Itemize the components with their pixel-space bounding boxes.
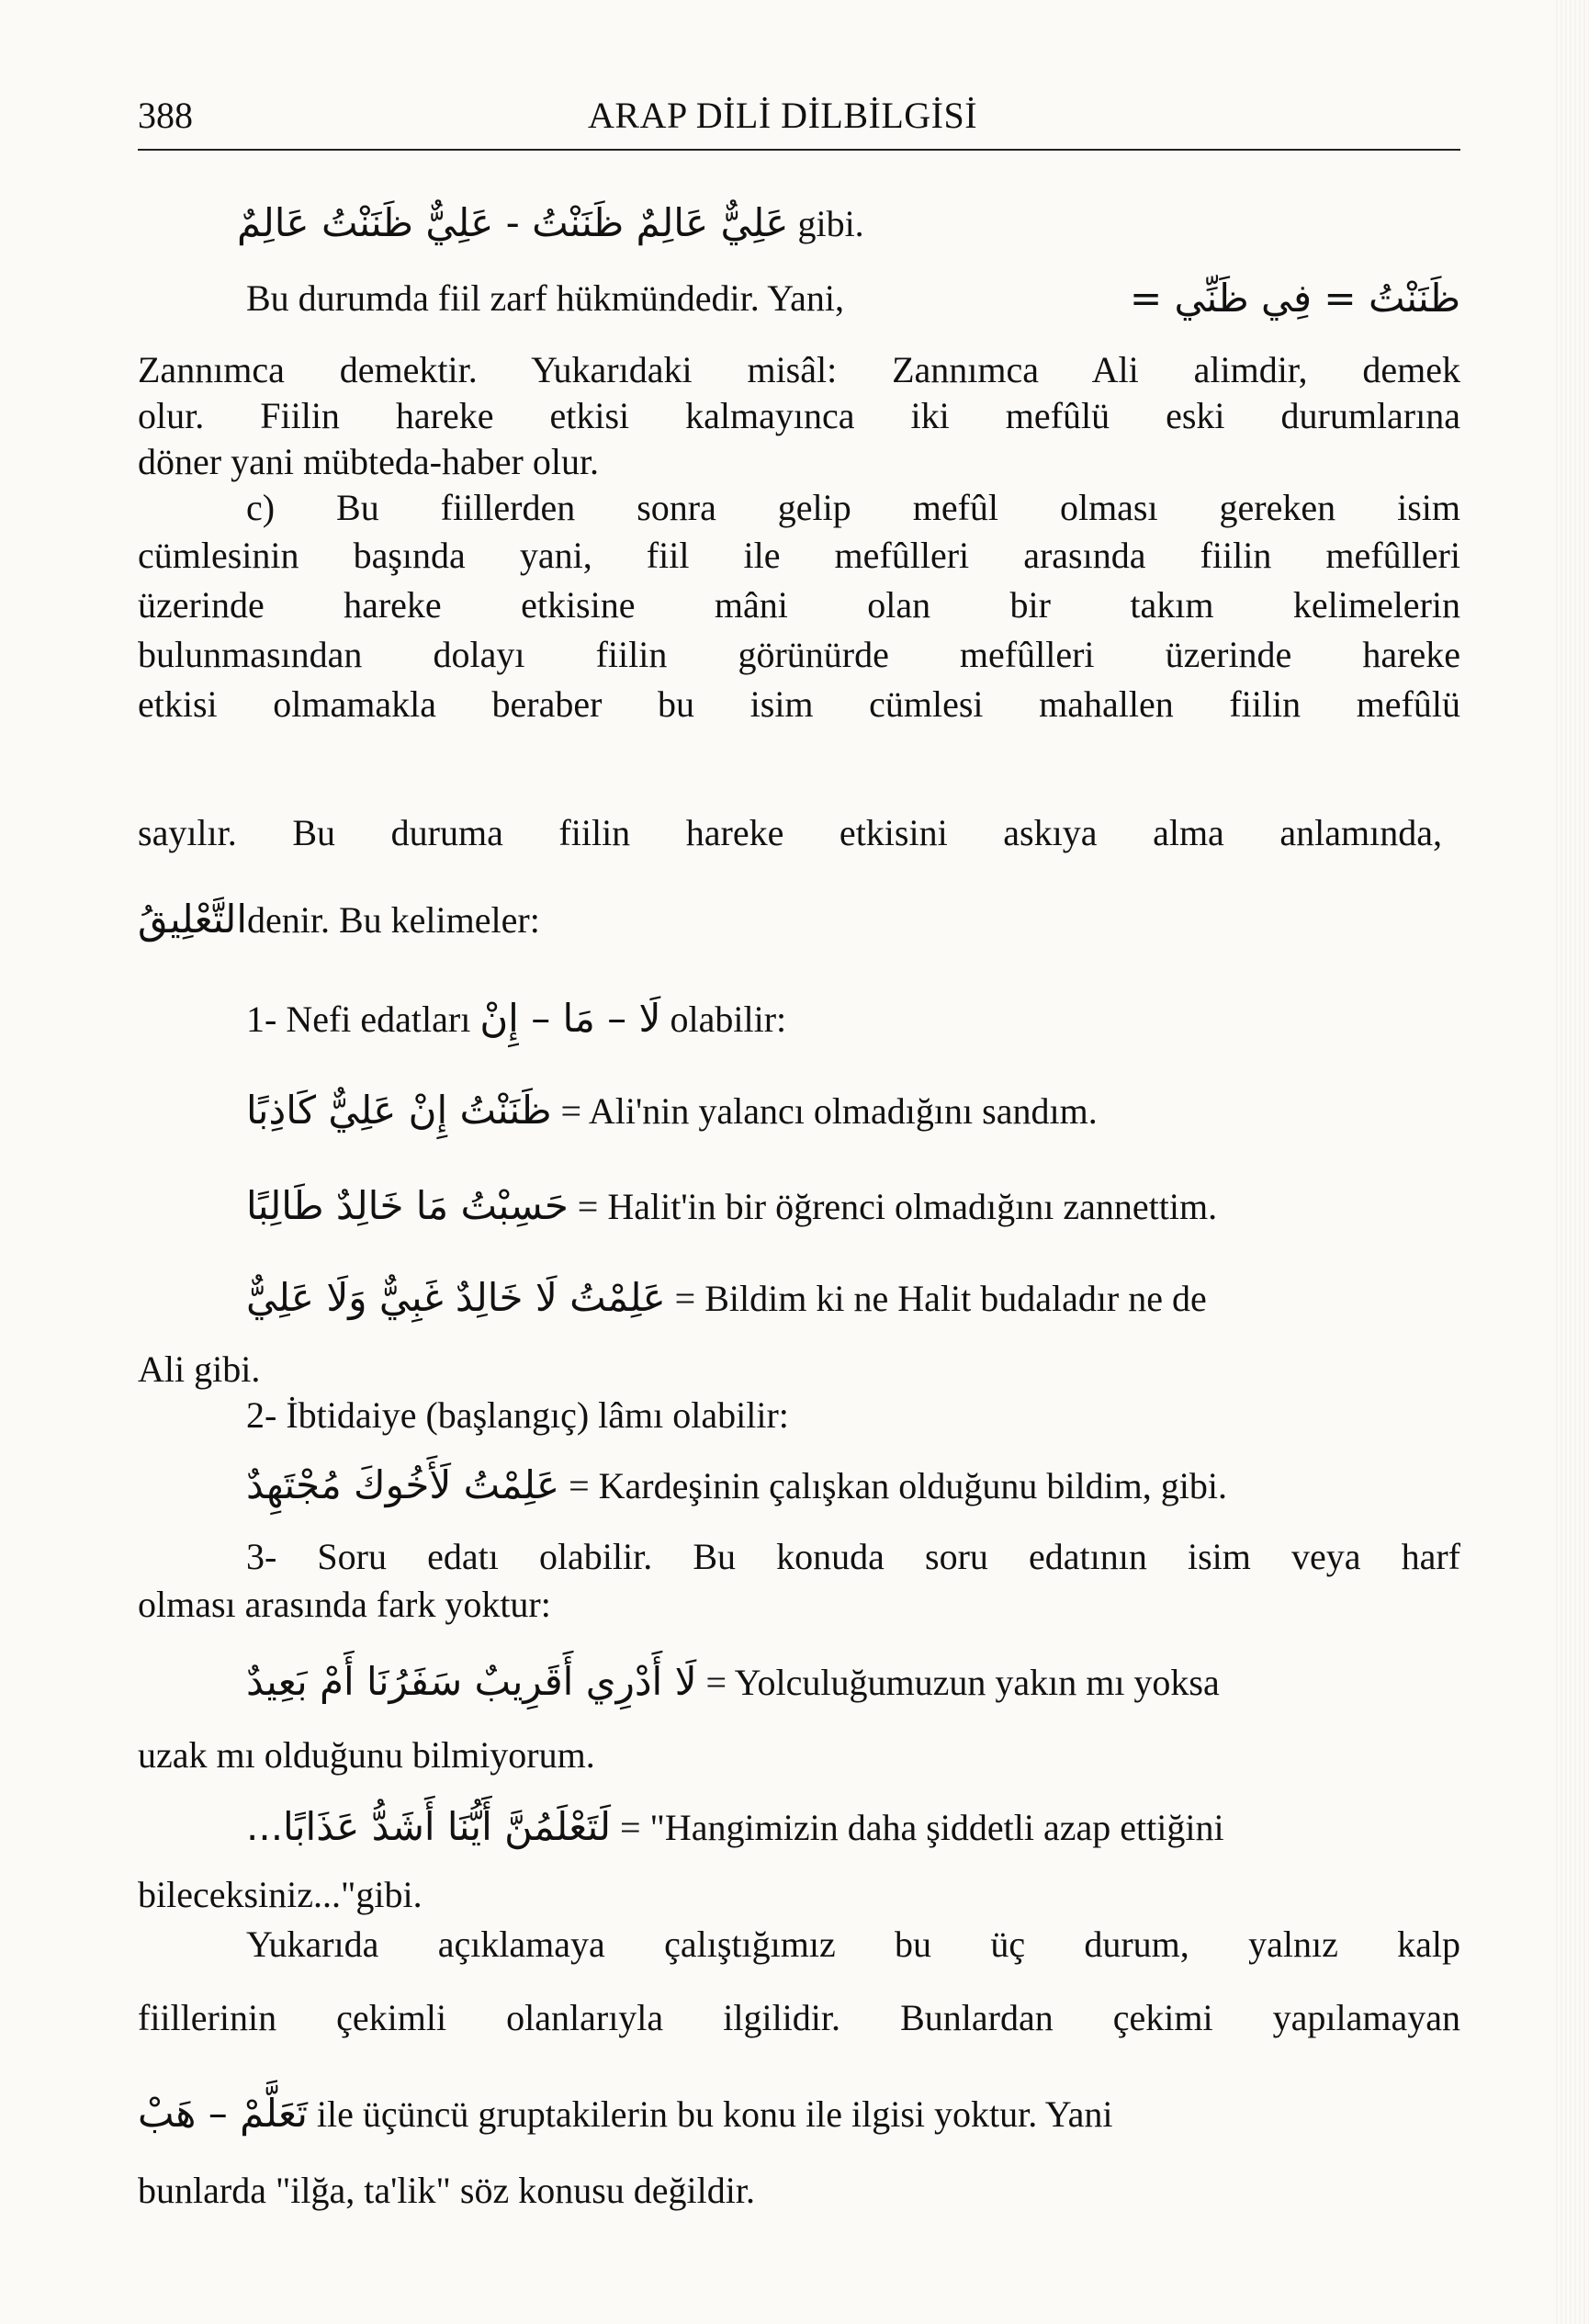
text-line: cümlesinin başında yani, fiil ile mefûlleri arasında fiilin mefûlleri	[138, 535, 1460, 576]
text-line: 2- İbtidaiye (başlangıç) lâmı olabilir:	[246, 1394, 789, 1436]
text-line: fiillerinin çekimli olanlarıyla ilgilidir. Bunlardan çekimi yapılamayan	[138, 1997, 1460, 2038]
text-line: Zannımca demektir. Yukarıdaki misâl: Zannımca Ali alimdir, demek	[138, 349, 1460, 390]
text-line: 1- Nefi edatları لَا – مَا – إِنْ olabilir:	[246, 996, 787, 1041]
text-line: üzerinde hareke etkisine mâni olan bir takım kelimelerin	[138, 584, 1460, 626]
text-line: olur. Fiilin hareke etkisi kalmayınca iki mefûlü eski durumlarına	[138, 395, 1460, 436]
page-edge-texture	[1556, 0, 1589, 2324]
page-number: 388	[138, 95, 193, 136]
text-line: حَسِبْتُ مَا خَالِدٌ طَالِبًا = Halit'in bir öğrenci olmadığını zannettim.	[246, 1183, 1218, 1228]
text-line: döner yani mübteda-haber olur.	[138, 441, 600, 482]
text-line: bileceksiniz..."gibi.	[138, 1874, 423, 1915]
text-line: sayılır. Bu duruma fiilin hareke etkisini askıya alma anlamında,	[138, 812, 1442, 853]
text-line: لَتَعْلَمُنَّ أَيُّنَا أَشَدُّ عَذَابًا... = "Hangimizin daha şiddetli azap ettiğini	[246, 1804, 1224, 1849]
running-title: ARAP DİLİ DİLBİLGİSİ	[588, 95, 978, 136]
page-header	[138, 92, 1460, 151]
text-line: تَعَلَّمْ – هَبْ ile üçüncü gruptakilerin bu konu ile ilgisi yoktur. Yani	[138, 2091, 1113, 2136]
text-line: bunlarda "ilğa, ta'lik" söz konusu değildir.	[138, 2170, 755, 2211]
text-line: olması arasında fark yoktur:	[138, 1584, 551, 1625]
text-line: التَّعْلِيقُdenir. Bu kelimeler:	[138, 897, 540, 942]
text-line: bulunmasından dolayı fiilin görünürde mefûlleri üzerinde hareke	[138, 634, 1460, 675]
text-line: Bu durumda fiil zarf hükmündedir. Yani, ظَنَنْتُ = فِي ظَنِّي =	[246, 276, 1460, 321]
text-line: Ali gibi.	[138, 1348, 261, 1390]
text-line: لَا أَدْرِي أَقَرِيبٌ سَفَرُنَا أَمْ بَعِيدٌ = Yolculuğumuzun yakın mı yoksa	[246, 1659, 1220, 1704]
text-line: عَلِمْتُ لَأَخُوكَ مُجْتَهِدٌ = Kardeşinin çalışkan olduğunu bildim, gibi.	[246, 1462, 1228, 1507]
text-line: عَلِيٌّ عَالِمٌ ظَنَنْتُ - عَلِيٌّ ظَنَنْتُ عَالِمٌ gibi.	[237, 200, 864, 245]
text-line: etkisi olmamakla beraber bu isim cümlesi mahallen fiilin mefûlü	[138, 683, 1460, 725]
text-line: uzak mı olduğunu bilmiyorum.	[138, 1734, 595, 1776]
text-line: ظَنَنْتُ إِنْ عَلِيٌّ كَاذِبًا = Ali'nin yalancı olmadığını sandım.	[246, 1088, 1098, 1133]
text-line: Yukarıda açıklamaya çalıştığımız bu üç durum, yalnız kalp	[246, 1924, 1460, 1965]
text-line: 3- Soru edatı olabilir. Bu konuda soru edatının isim veya harf	[246, 1536, 1460, 1577]
text-line: عَلِمْتُ لَا خَالِدٌ غَبِيٌّ وَلَا عَلِيٌّ = Bildim ki ne Halit budaladır ne de	[246, 1275, 1207, 1320]
text-line: c) Bu fiillerden sonra gelip mefûl olması gereken isim	[246, 487, 1460, 528]
